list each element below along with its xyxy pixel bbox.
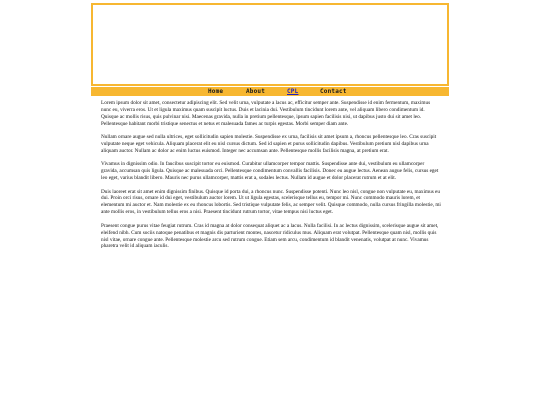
nav-link-cpl[interactable]: CPL xyxy=(287,88,299,95)
nav-link-home[interactable]: Home xyxy=(208,88,224,95)
page-container xyxy=(91,3,449,96)
nav-bar xyxy=(91,87,449,96)
content-paragraph: Praesent congue purus vitae feugiat rutrum. Cras id magna at dolor consequat aliquet ac a lacus. Nulla facilisi. In ac lectus dignissim, scelerisque augue sit amet, eleifend nibh. Cum sociis natoque penatibus et magnis dis parturient montes, nascetur ridiculus mus. Aliquam erat volutpat. Pellentesque quam nisl, mollis quis nisl vitae, ornare congue ante. Pellentesque molestie arcu sed rutrum congue. Etiam sem arcu, condimentum id blandit venenatis, volutpat at nunc. Vivamus pharetra velit id aliquam iaculis. xyxy=(101,222,439,250)
content-paragraph: Nullam ornare augue sed nulla ultrices, eget sollicitudin sapien molestie. Suspendisse ex urna, facilisis sit amet ipsum a, rhoncus pellentesque leo. Cras suscipit vulputate neque eget vehicula. Aliquam placerat elit eu nisl cursus dictum. Sed id sapien et purus sollicitudin dapibus. Vestibulum pretium nisl dapibus urna aliquam auctor. Nullam ac dolor ac enim luctus euismod. Integer nec accumsan ante. Pellentesque mollis facilisis magna, at pretium erat. xyxy=(101,134,437,154)
main-content xyxy=(101,100,441,257)
content-paragraph: Duis laoreet erat sit amet enim dignissim finibus. Quisque id porta dui, a rhoncus nunc. Suspendisse potenti. Nunc leo nisl, congue non vulputate eu, maximus eu dui. Proin orci risus, ornare id dui eget, vestibulum auctor lorem. Ut ut ligula egestas, scelerisque tellus eu, tempor mi. Nunc commodo mauris lorem, et elementum mi auctor et. Nam molestie ex eu rhoncus lobortis. Sed tristique vulputate felis, ac semper velit. Quisque commodo, nulla cursus fringilla molestie, mi ante mollis eros, in vestibulum tellus eros a nisi. Praesent tincidunt rutrum tortor, vitae tempus nisi luctus eget. xyxy=(101,188,441,216)
content-paragraph: Vivamus in dignissim odio. In faucibus suscipit tortor eu euismod. Curabitur ullamcorper tempor mattis. Suspendisse ante dui, vestibulum eu ullamcorper gravida, accumsan quis ligula. Quisque ac malesuada orci. Pellentesque condimentum convallis facilisis. Donec eu augue lectus. Aenean augue felis, cursus eget leo eget, varius blandit libero. Mauris nec purus ullamcorper, mattis erat a, sodales lectus. Nullam id augue et dolor placerat rutrum et at elit. xyxy=(101,161,439,182)
nav-link-contact[interactable]: Contact xyxy=(320,88,347,95)
content-paragraph: Lorem ipsum dolor sit amet, consectetur adipiscing elit. Sed velit urna, vulputate a lacus ac, efficitur semper ante. Suspendisse id enim fermentum, maximus nunc eu, viverra eros. Ut et ligula maximus quam suscipit luctus. Duis et lacinia dui. Vestibulum tincidunt lorem ante, vel aliquam libero condimentum id. Quisque ac mollis risus, quis pulvinar nisi. Maecenas gravida, nulla in pretium pellentesque, ipsum sapien facilisis nisi, ut dapibus justo dui sit amet leo. Pellentesque habitant morbi tristique senectus et netus et malesuada fames ac turpis egestas. Morbi semper diam ante. xyxy=(101,100,431,127)
nav-link-about[interactable]: About xyxy=(246,88,266,95)
header-banner xyxy=(91,3,449,86)
